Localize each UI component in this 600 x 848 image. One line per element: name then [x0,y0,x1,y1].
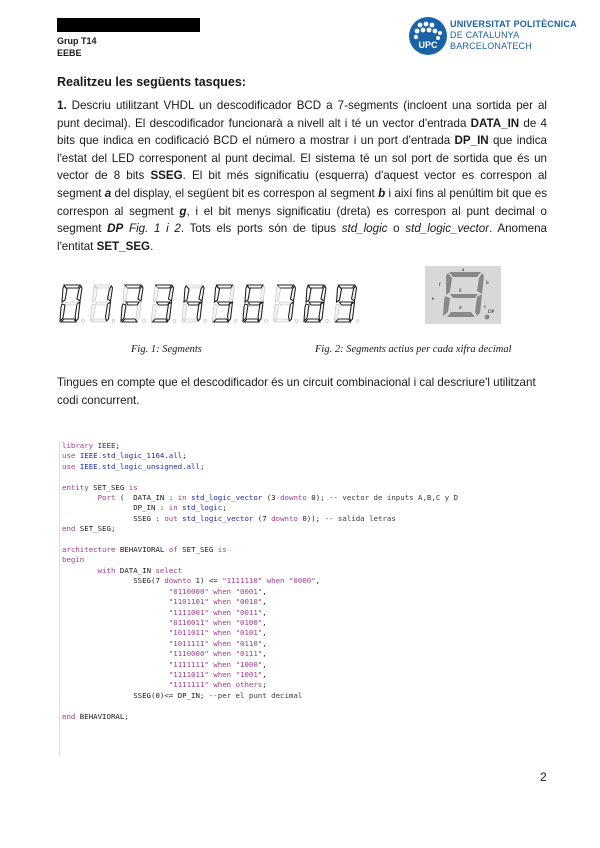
seg-label-d: d [459,306,462,311]
segment-g [340,302,353,305]
segment-d [183,319,198,322]
seg-label-f: f [439,283,441,288]
segment-d [275,319,290,322]
segment-a [339,285,355,288]
figure-2-segment-diagram [425,266,501,329]
code-line: entity SET_SEG is [62,482,138,492]
section-heading: Realitzeu les següents tasques: [57,75,246,89]
segment-d [92,319,107,322]
note-paragraph: Tingues en compte que el descodificador és un circuit combinacional i cal descriure'l utilitzant codi concurrent. [57,376,536,407]
code-line: SSEG(0)<= DP_IN; --per el punt decimal [62,690,303,700]
segment-e [91,304,96,321]
digit-2 [121,285,145,322]
code-line: "1111111" when "1000", [168,659,267,669]
segment-f [93,286,98,302]
code-line: Port ( DATA_IN : in std_logic_vector (3 downto 0); -- vector de inputs A,B,C y D [97,493,459,503]
segment-d [244,319,259,322]
segment-f [184,286,189,302]
code-line: end BEHAVIORAL; [62,711,129,721]
segment-g [279,302,292,305]
code-line: "0110000" when "0001", [168,586,267,596]
segment-f [154,286,159,302]
segment-e [274,304,279,321]
segment-g [157,302,170,305]
code-line: with DATA_IN select [97,565,183,575]
code-line: "1111001" when "0011", [168,607,267,617]
segment-a [278,285,294,288]
segment-g [187,302,200,305]
code-line: "1011011" when "0101", [168,628,267,638]
segment-d [153,319,168,322]
code-line: "1111011" when "1001", [168,669,267,679]
segment-dp [265,320,268,323]
seg-label-a: a [462,268,465,273]
university-line-2: DE CATALUNYA [450,30,520,40]
segment-a [64,285,80,288]
segment-f [276,286,281,302]
seg-label-e: e [432,297,435,302]
segment-g [65,302,78,305]
segment-a [156,285,172,288]
digit-3 [152,285,176,322]
segment-g [126,302,139,305]
figure-2-caption: Fig. 2: Segments actius per cada xifra decimal [315,344,512,355]
university-line-1: UNIVERSITAT POLITÈCNICA [450,19,577,29]
segment-g [218,302,231,305]
task-1-paragraph: 1. Descriu utilitzant VHDL un descodificador BCD a 7-segments (incloent una sortida per al punt decimal). El descodificador funcionarà a nivell alt i té un vector d'entrada DATA_IN de 4 bits que indica en codificació BCD el número a mostrar i un port d'entrada DP_IN que indica l'estat del LED corresponent al punt decimal. El sistema té un sol port de sortida que és un vector de 8 bits SSEG. El bit més significatiu (esquerra) d'aquest vector es correspon al segment a del display, el següent bit es correspon al segment b i així fins al penúltim bit que es correspon al segment g, i el bit menys significatiu (dreta) es correspon al punt decimal o segment DP Fig. 1 i 2. Tots els ports són de tipus std_logic o std_logic_vector. Anomena l'entitat SET_SEG. [57,99,547,253]
digit-4 [182,285,206,322]
redacted-name-bar [57,18,200,32]
vhdl-code-block [59,441,552,756]
logo-text: UPC [418,40,438,50]
group-label: Grup T14 [57,36,97,46]
code-line: library IEEE; [62,441,120,450]
code-line: "1011111" when "0110", [168,638,267,648]
code-line [62,472,552,482]
task-number: 1. [57,99,67,112]
code-line: "1110000" when "0111", [168,649,267,659]
figure-1-caption: Fig. 1: Segments [131,344,202,355]
segment-a [186,285,202,288]
segment-dp [295,320,298,323]
seg-label-dp: DP [488,310,495,315]
code-line [62,701,552,711]
segment-d [61,319,76,322]
segment-g [96,302,109,305]
segment-f [306,286,311,302]
code-line: "1111111" when others; [168,680,267,690]
digit-5 [213,285,237,322]
segment-dp [143,320,146,323]
upc-logo [408,16,448,61]
university-line-3: BARCELONATECH [450,41,532,51]
segment-dp [82,320,85,323]
segment-d [305,319,320,322]
figure-1-digits [58,283,363,330]
segment-a [95,285,111,288]
code-line: end SET_SEG; [62,524,116,534]
segment-a [247,285,263,288]
code-line: DP_IN : in std_logic; [62,503,227,513]
segment-f [337,286,342,302]
code-line: use IEEE.std_logic_unsigned.all; [62,461,205,471]
code-line: begin [62,555,85,565]
segment-d [336,319,351,322]
segment-f [62,286,67,302]
segment-a [125,285,141,288]
segment-f [245,286,250,302]
segment-dp [234,320,237,323]
page-number: 2 [540,770,547,784]
digit-6 [243,285,267,322]
digit-8 [304,285,328,322]
school-label: EEBE [57,48,82,58]
code-line: "1101101" when "0010", [168,597,267,607]
segment-a [217,285,233,288]
segment-dp [112,320,115,323]
segment-d [214,319,229,322]
seg-label-c: c [484,305,487,310]
digit-9 [335,285,359,322]
code-line: "0110011" when "0100", [168,617,267,627]
segment-g [309,302,322,305]
digit-1 [91,285,115,322]
segment-dp [204,320,207,323]
segment-f [215,286,220,302]
seg-label-b: b [486,281,489,286]
code-line: use IEEE.std_logic_1164.all; [62,451,187,461]
segment-e [182,304,187,321]
segment-dp [326,320,329,323]
segment-a [308,285,324,288]
segment-dp [173,320,176,323]
segment-g [248,302,261,305]
code-line: SSEG : out std_logic_vector (7 downto 0)); -- salida letras [62,513,396,523]
segment-dp [356,320,359,323]
segment-f [123,286,128,302]
code-line: SSEG(7 downto 1) <= "1111110" when "0000", [62,576,321,586]
digit-0 [60,285,84,322]
code-line [62,535,552,545]
digit-7 [274,285,298,322]
university-name [450,19,577,52]
seg-label-g: g [459,288,462,293]
code-line: architecture BEHAVIORAL of SET_SEG is [62,545,227,555]
segment-d [122,319,137,322]
